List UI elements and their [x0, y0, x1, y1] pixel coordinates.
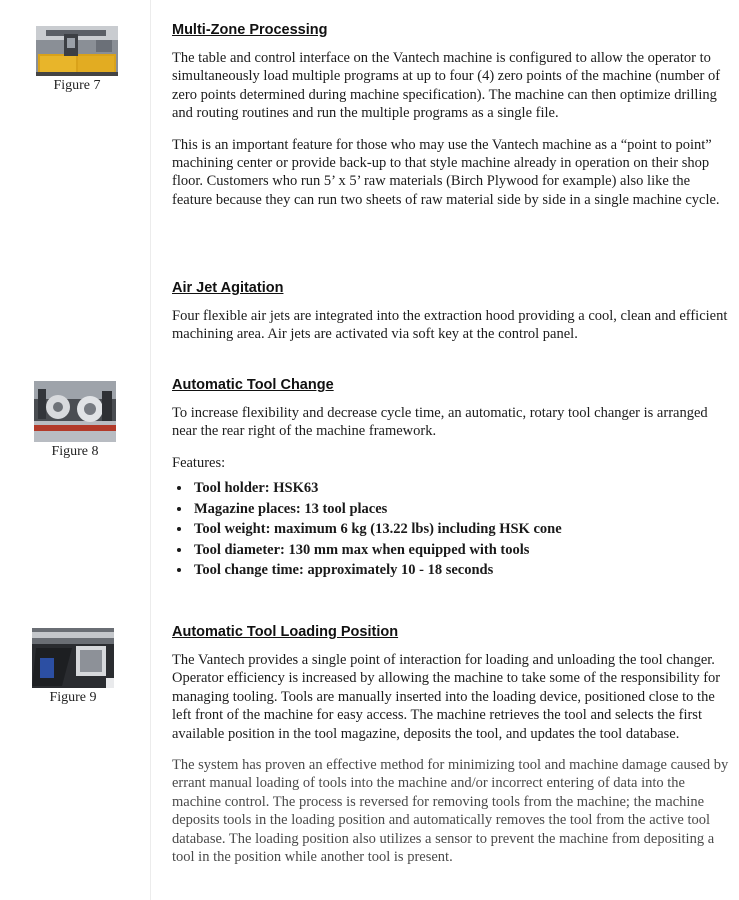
figure-8-image [34, 381, 116, 442]
section-title: Automatic Tool Change [172, 377, 334, 393]
figure-7 [36, 26, 118, 94]
list-item: • Tool change time: approximately 10 - 18 seconds [192, 560, 732, 581]
figure-8 [34, 381, 116, 460]
figure-8-caption: Figure 8 [51, 444, 99, 459]
section-automatic-tool-change [172, 377, 732, 581]
figure-7-caption: Figure 7 [53, 78, 101, 93]
list-item: • Tool weight: maximum 6 kg (13.22 lbs) including HSK cone [192, 519, 732, 540]
list-item: • Tool diameter: 130 mm max when equipped with tools [192, 540, 732, 561]
figure-7-image [36, 26, 118, 76]
section-title: Air Jet Agitation [172, 280, 284, 296]
figure-9 [32, 628, 114, 706]
paragraph: The system has proven an effective method for minimizing tool and machine damage caused by errant manual loading of tools into the machine and/or incorrect entering of data into the machine control. The process is reversed for removing tools from the machine; the machine deposits tools in the loading position and automatically removes the tool from the active tool database. The loading position also utilizes a sensor to prevent the machine from depositing a tool in the position while another tool is present. [172, 757, 729, 866]
margin-rule [150, 0, 151, 900]
figure-9-image [32, 628, 114, 688]
paragraph: To increase flexibility and decrease cycle time, an automatic, rotary tool changer is arranged near the rear right of the machine framework. [172, 405, 708, 440]
features-list [172, 478, 732, 581]
paragraph: The Vantech provides a single point of interaction for loading and unloading the tool changer. Operator efficiency is increased by allowing the machine to take some of the responsibility for managing tooling. Tools are manually inserted into the loading device, positioned close to the left front of the machine for easy access. The machine retrieves the tool and selects the first available position in the tool magazine, deposits the tool, and updates the tool database. [172, 652, 721, 742]
section-multi-zone-processing [172, 22, 732, 222]
section-title: Automatic Tool Loading Position [172, 624, 399, 640]
figure-9-caption: Figure 9 [49, 690, 97, 705]
section-title: Multi-Zone Processing [172, 22, 328, 38]
section-automatic-tool-loading-position [172, 624, 732, 866]
list-item: • Tool holder: HSK63 [192, 478, 732, 499]
paragraph: Four flexible air jets are integrated into the extraction hood providing a cool, clean and efficient machining area. Air jets are activated via soft key at the control panel. [172, 308, 728, 343]
features-label: Features: [172, 454, 226, 471]
section-air-jet-agitation [172, 280, 732, 357]
list-item: • Magazine places: 13 tool places [192, 499, 732, 520]
paragraph: The table and control interface on the Vantech machine is configured to allow the operator to simultaneously load multiple programs at up to four (4) zero points of the machine (number of zero points determined during machine specification). The machine can then optimize drilling and routing routines and run the multiple programs as a single file. [172, 50, 721, 122]
paragraph: This is an important feature for those who may use the Vantech machine as a “point to point” machining center or provide back-up to that style machine already in operation on their shop floor. Customers who run 5’ x 5’ raw materials (Birch Plywood for example) also like the feature because they can run two sheets of raw material side by side in a single machine cycle. [172, 136, 720, 208]
